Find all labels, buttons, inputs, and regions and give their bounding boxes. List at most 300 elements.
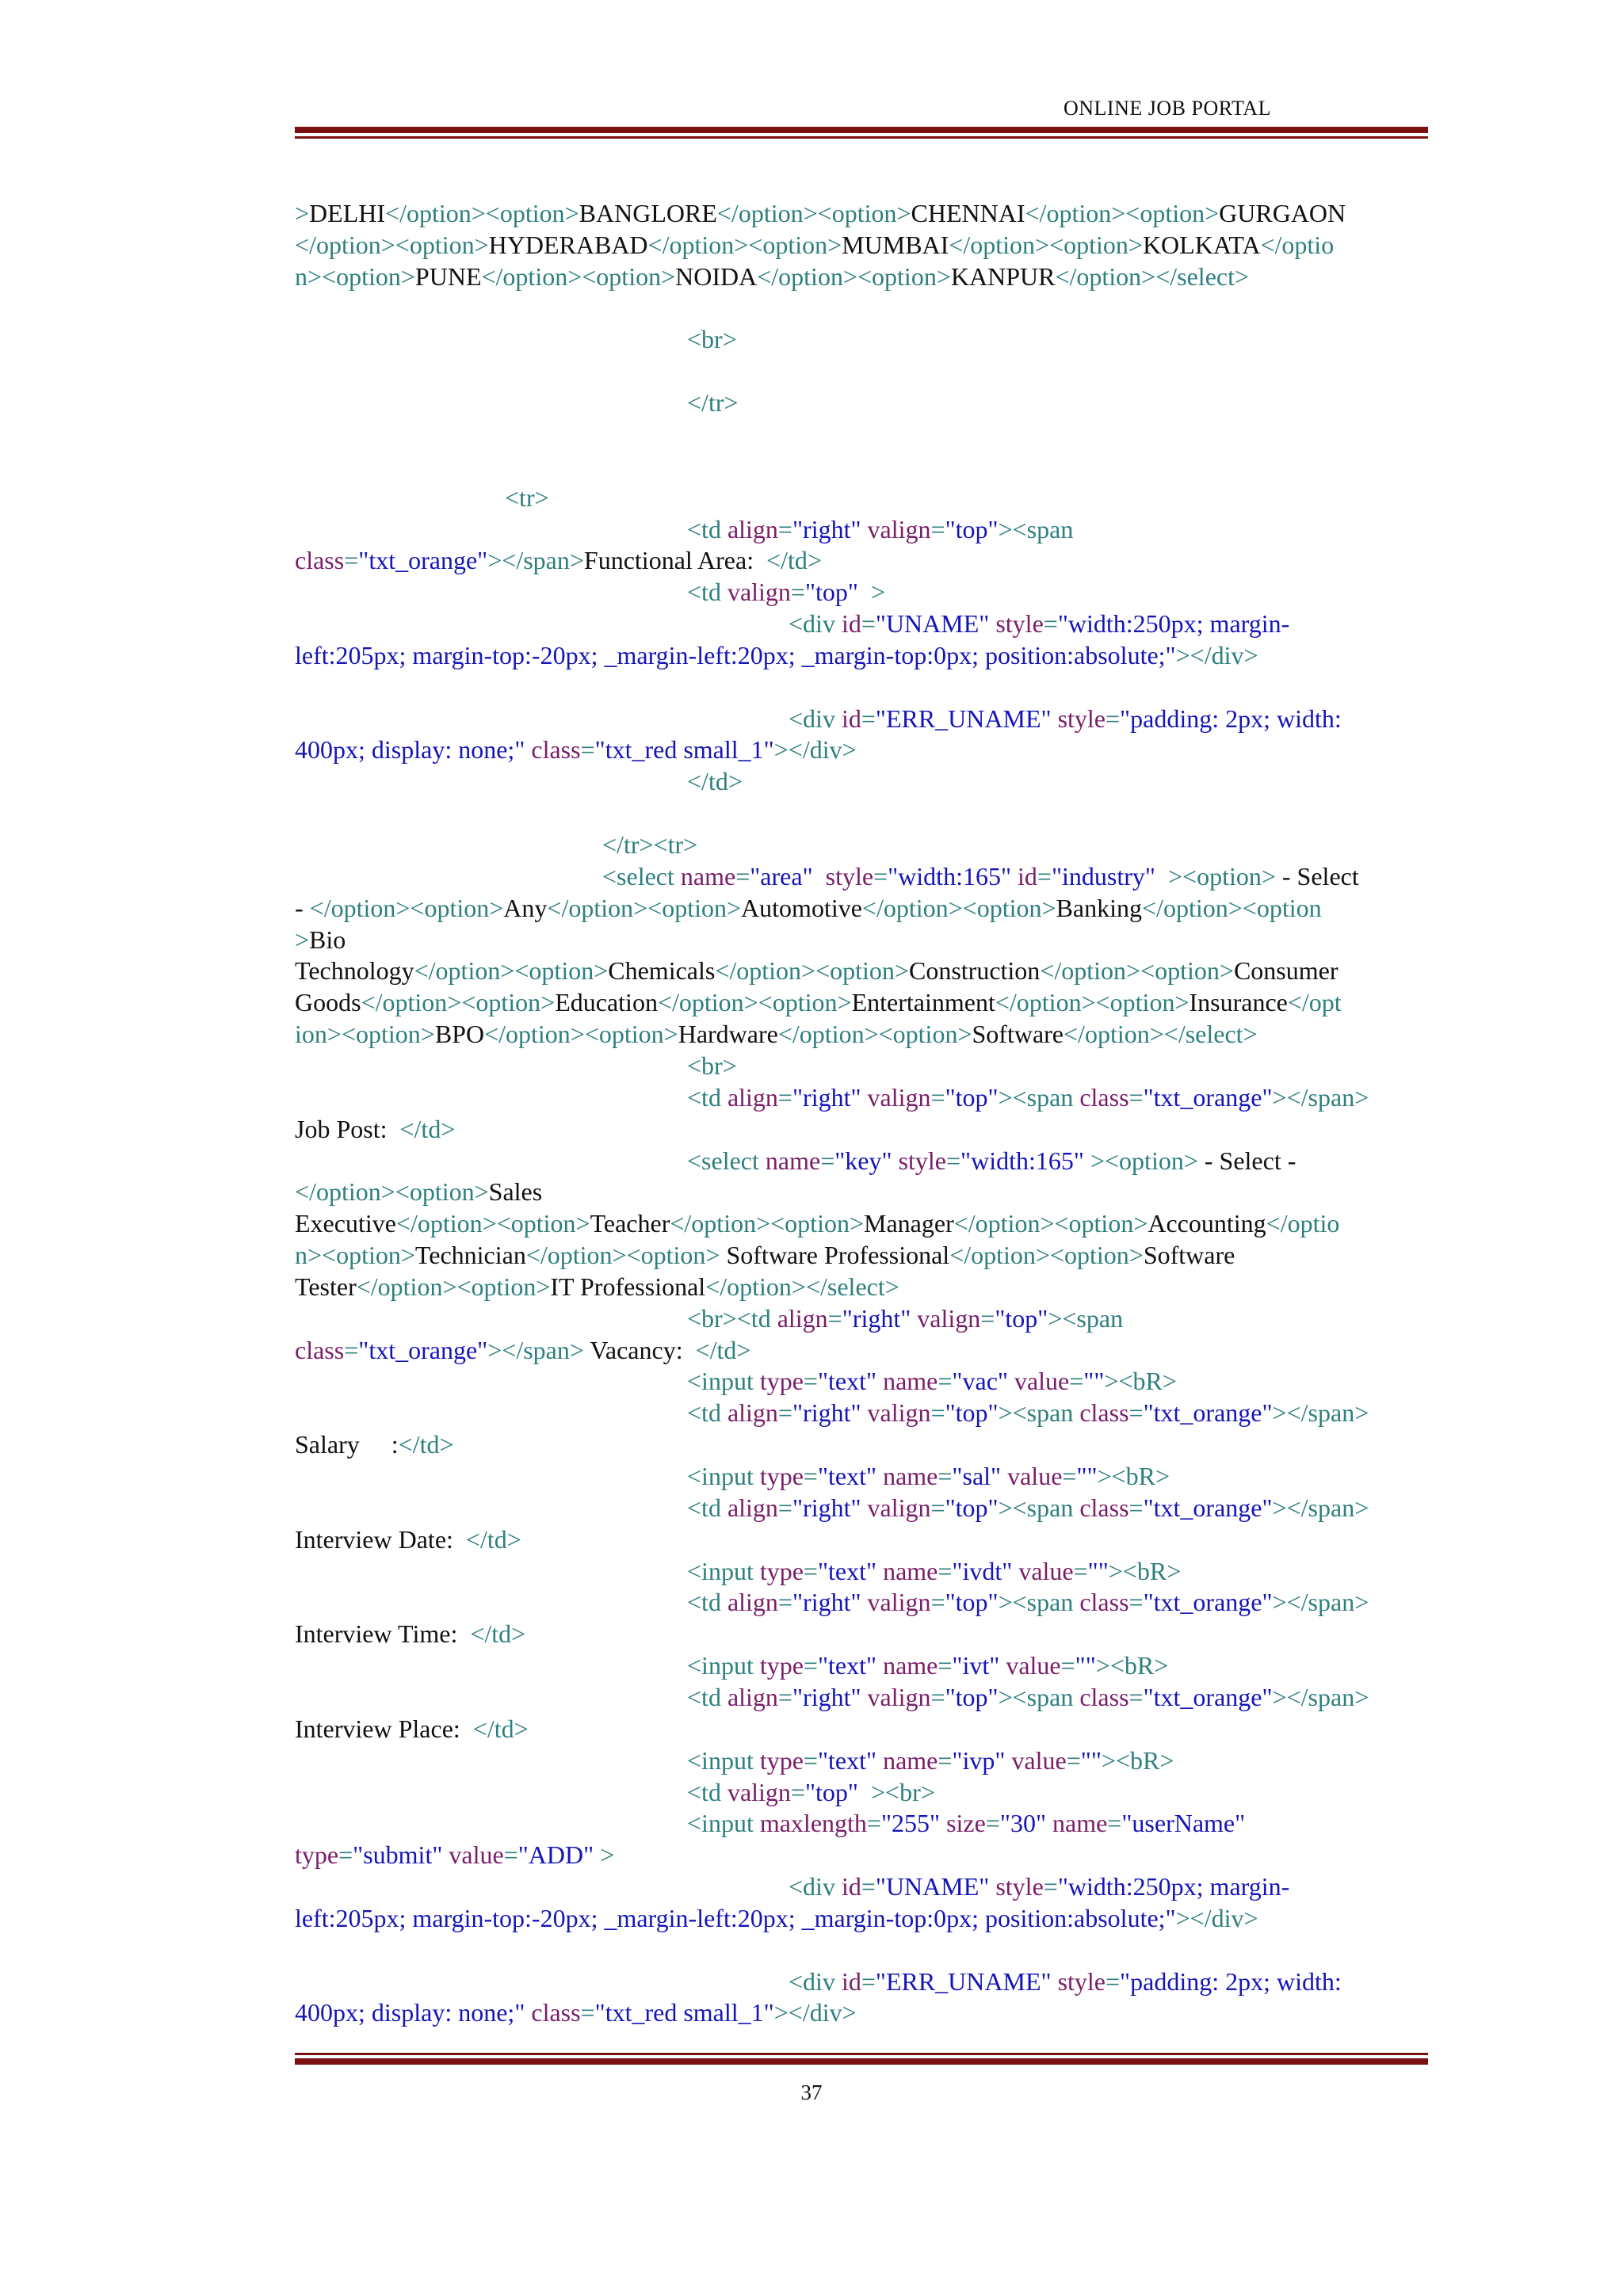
code-token: = xyxy=(580,735,595,765)
code-token: = xyxy=(777,1493,792,1522)
code-token: <div xyxy=(789,1872,842,1901)
code-token: "top" xyxy=(804,1777,858,1806)
code-token: "txt_red small_1" xyxy=(594,735,774,765)
code-token: name xyxy=(765,1146,821,1175)
code-token: <input xyxy=(687,1809,760,1838)
code-token: "top" xyxy=(945,1398,999,1428)
code-token: = xyxy=(503,1840,518,1870)
code-token: = xyxy=(1128,1682,1144,1711)
code-token: Tester xyxy=(295,1272,357,1301)
code-token: </option><option> xyxy=(949,230,1143,259)
code-line xyxy=(295,1018,1258,1050)
code-token: </option><option> xyxy=(481,261,676,291)
code-token: id xyxy=(841,609,861,639)
code-token: </option><option> xyxy=(356,1272,551,1301)
code-token: = xyxy=(344,1335,359,1364)
code-token: Education xyxy=(555,988,658,1017)
code-token: </optio xyxy=(1260,230,1335,259)
code-token xyxy=(861,1683,868,1711)
code-token: "submit" xyxy=(353,1840,443,1870)
code-token: ><span xyxy=(998,514,1074,543)
code-token: Construction xyxy=(908,956,1041,986)
code-token: = xyxy=(930,1082,945,1112)
code-token: </option><option> xyxy=(861,893,1056,922)
code-token: - Select xyxy=(1275,861,1359,891)
code-token: ></div> xyxy=(773,1998,857,2027)
code-token: </option><option> xyxy=(414,956,609,986)
code-token: name xyxy=(1052,1809,1108,1838)
code-token: </option><option> xyxy=(525,1241,720,1270)
code-token: </option><option> xyxy=(1025,199,1220,227)
code-line xyxy=(687,513,1073,545)
code-token: </option><option> xyxy=(1040,956,1234,986)
code-token: name xyxy=(680,861,736,891)
code-token xyxy=(1052,1967,1058,1996)
code-token: = xyxy=(338,1840,353,1870)
code-token: </optio xyxy=(1266,1209,1340,1238)
code-token: = xyxy=(938,1462,953,1490)
code-token: = xyxy=(1060,1651,1075,1680)
code-line xyxy=(295,955,1338,986)
code-token: Technician xyxy=(414,1241,526,1270)
code-token: <input xyxy=(687,1745,760,1775)
code-token: class xyxy=(1079,1398,1129,1428)
code-token xyxy=(1011,862,1018,891)
code-token: align xyxy=(727,1682,778,1711)
code-token: value xyxy=(1007,1462,1063,1490)
code-token: "width:250px; margin- xyxy=(1057,1872,1290,1901)
code-token: = xyxy=(946,1146,961,1175)
code-token: <td xyxy=(687,1398,727,1428)
code-token: valign xyxy=(867,1682,931,1711)
code-token: = xyxy=(873,861,888,891)
code-token: style xyxy=(825,861,874,891)
code-token: "sal" xyxy=(952,1462,1002,1490)
code-line xyxy=(687,765,743,797)
code-token: left:205px; margin-top:-20px; _margin-left:20px; _margin-top:0px; position:absolute;" xyxy=(295,640,1176,669)
code-token: = xyxy=(777,1682,792,1711)
code-token: BPO xyxy=(434,1020,485,1049)
code-token: ><option> xyxy=(1083,1146,1198,1175)
code-line xyxy=(295,986,1342,1018)
code-token: = xyxy=(777,1082,792,1112)
code-line xyxy=(687,1650,1168,1681)
code-token: = xyxy=(1107,1809,1122,1838)
code-token: "text" xyxy=(817,1462,877,1490)
code-token: ></div> xyxy=(1175,640,1258,669)
code-token: align xyxy=(777,1303,828,1333)
code-token: class xyxy=(295,1335,345,1364)
code-token: </td> xyxy=(465,1524,521,1554)
code-token: "txt_orange" xyxy=(358,1335,488,1364)
code-token: ></span> xyxy=(1272,1682,1369,1711)
code-token: MUMBAI xyxy=(842,230,949,259)
code-token: name xyxy=(883,1745,938,1775)
code-token xyxy=(1001,1462,1007,1490)
code-token: "top" xyxy=(804,578,858,607)
code-token: type xyxy=(759,1462,804,1490)
code-token xyxy=(876,1557,883,1585)
code-line xyxy=(687,1776,935,1808)
code-line xyxy=(295,1176,542,1207)
code-token: <input xyxy=(687,1367,760,1396)
code-token: "txt_orange" xyxy=(1143,1082,1273,1112)
code-token: Executive xyxy=(295,1209,396,1238)
code-token: "width:250px; margin- xyxy=(1057,609,1290,639)
code-token: size xyxy=(946,1809,986,1838)
code-token: = xyxy=(790,578,805,607)
code-token: <td xyxy=(687,578,727,607)
code-token: </tr><tr> xyxy=(602,830,698,859)
code-line xyxy=(295,734,857,765)
code-token: "padding: 2px; width: xyxy=(1120,704,1342,733)
code-token: <td xyxy=(687,1777,727,1806)
code-line xyxy=(295,1239,1235,1271)
code-line xyxy=(295,1902,1258,1934)
code-token: valign xyxy=(727,1777,791,1806)
code-token: Entertainment xyxy=(851,988,995,1017)
code-token: 400px; display: none;" xyxy=(295,735,525,765)
code-token: ><span xyxy=(998,1493,1080,1522)
code-token: = xyxy=(777,514,792,543)
code-token xyxy=(861,1398,868,1427)
code-token: = xyxy=(777,1398,792,1428)
code-token xyxy=(1046,1809,1052,1837)
code-token: </opt xyxy=(1287,988,1342,1017)
code-token: <br><td xyxy=(687,1303,777,1333)
code-token: NOIDA xyxy=(675,261,758,291)
code-token: = xyxy=(803,1745,818,1775)
code-token: ></span> xyxy=(1272,1493,1369,1522)
code-line xyxy=(789,608,1289,639)
code-line xyxy=(687,1365,1177,1397)
code-token: name xyxy=(883,1651,938,1680)
code-token: "right" xyxy=(792,1398,861,1428)
code-token: = xyxy=(344,546,359,575)
code-token: align xyxy=(727,1588,778,1617)
code-token: </option></select> xyxy=(1064,1020,1258,1049)
code-token: <td xyxy=(687,1082,727,1112)
code-token: </tr> xyxy=(687,388,739,418)
code-token: > xyxy=(295,199,310,227)
code-token: Interview Time: xyxy=(295,1619,471,1649)
code-token: </option><option xyxy=(1142,893,1322,922)
footer-rule-thin xyxy=(295,2053,1428,2055)
code-token: CHENNAI xyxy=(911,199,1025,227)
code-token: valign xyxy=(917,1303,981,1333)
code-token: <td xyxy=(687,1682,727,1711)
code-line xyxy=(687,323,737,355)
code-token: > xyxy=(295,925,310,954)
code-token: "" xyxy=(1083,1367,1105,1396)
code-token xyxy=(861,1588,868,1616)
code-token: style xyxy=(995,1872,1044,1901)
code-token: Chemicals xyxy=(608,956,716,986)
code-token: </option><option> xyxy=(484,1020,678,1049)
code-token: = xyxy=(1128,1588,1144,1617)
code-token: </td> xyxy=(472,1714,529,1743)
code-line xyxy=(687,1807,1245,1839)
code-token: value xyxy=(1006,1651,1061,1680)
code-token: ></span> xyxy=(1272,1588,1369,1617)
code-token: <td xyxy=(687,1588,727,1617)
code-token: class xyxy=(531,735,581,765)
code-token: </td> xyxy=(766,546,822,575)
code-line xyxy=(295,1713,529,1745)
code-token: = xyxy=(980,1303,995,1333)
code-token: HYDERABAD xyxy=(488,230,648,259)
running-header: ONLINE JOB PORTAL xyxy=(1064,97,1271,120)
code-token: </option><option> xyxy=(657,988,852,1017)
code-token: type xyxy=(759,1367,804,1396)
code-token: "" xyxy=(1087,1556,1109,1585)
code-token: = xyxy=(938,1556,953,1585)
code-token: </option><option> xyxy=(395,1209,590,1238)
code-token: Vacancy: xyxy=(583,1335,696,1364)
code-token: > xyxy=(594,1840,615,1870)
code-token: </td> xyxy=(687,767,743,796)
code-token: class xyxy=(1079,1082,1129,1112)
code-token: </option><option> xyxy=(777,1020,972,1049)
code-token: </td> xyxy=(399,1114,456,1143)
code-token xyxy=(876,1651,883,1680)
code-token: align xyxy=(727,1493,778,1522)
code-token: align xyxy=(727,1082,778,1112)
code-token: = xyxy=(1073,1556,1088,1585)
code-token xyxy=(1008,1367,1014,1395)
code-line xyxy=(789,1871,1289,1902)
code-token: = xyxy=(861,1966,876,1996)
code-token xyxy=(940,1809,946,1837)
code-token: id xyxy=(841,704,861,733)
code-token: Manager xyxy=(864,1209,954,1238)
code-line xyxy=(505,482,549,513)
code-token: class xyxy=(1079,1493,1129,1522)
code-token: <br> xyxy=(687,325,737,354)
code-token: "userName" xyxy=(1121,1809,1246,1838)
code-line xyxy=(687,387,739,418)
code-token: type xyxy=(295,1840,339,1870)
code-token: = xyxy=(930,1493,945,1522)
code-token: </option></select> xyxy=(705,1272,899,1301)
code-line xyxy=(295,1113,455,1145)
code-token: left:205px; margin-top:-20px; _margin-left:20px; _margin-top:0px; position:absolute;" xyxy=(295,1903,1176,1932)
code-token: ><span xyxy=(998,1082,1080,1112)
code-line xyxy=(687,1460,1170,1492)
code-token: "top" xyxy=(945,1588,999,1617)
code-line xyxy=(687,1302,1123,1334)
code-token: Interview Date: xyxy=(295,1524,466,1554)
code-token: <div xyxy=(789,609,842,639)
code-token: ><bR> xyxy=(1104,1367,1177,1396)
code-token: style xyxy=(898,1146,946,1175)
code-token: DELHI xyxy=(309,199,386,227)
code-token: Automotive xyxy=(741,893,862,922)
code-token: Accounting xyxy=(1148,1209,1266,1238)
code-token: </td> xyxy=(398,1430,454,1459)
code-token: "area" xyxy=(750,861,813,891)
code-token: ><option> xyxy=(1155,861,1276,891)
code-token: id xyxy=(1018,861,1037,891)
code-line xyxy=(295,1271,899,1302)
code-token: "UNAME" xyxy=(875,1872,990,1901)
code-token xyxy=(876,1367,883,1395)
code-token: Functional Area: xyxy=(583,546,767,575)
code-token: = xyxy=(938,1745,953,1775)
code-token: "txt_orange" xyxy=(1143,1682,1273,1711)
code-token: IT Professional xyxy=(550,1272,706,1301)
code-token: "txt_orange" xyxy=(1143,1588,1273,1617)
code-token: <div xyxy=(789,704,842,733)
code-token: <input xyxy=(687,1651,760,1680)
code-token: ><bR> xyxy=(1101,1745,1174,1775)
code-token: <br> xyxy=(687,1051,737,1080)
code-token: ></span> xyxy=(487,546,584,575)
code-token: n><option> xyxy=(295,1241,415,1270)
code-token: "text" xyxy=(817,1367,877,1396)
code-line xyxy=(295,924,346,955)
header-rule-thin xyxy=(295,136,1428,139)
code-token: "text" xyxy=(817,1556,877,1585)
code-token: = xyxy=(1069,1367,1084,1396)
code-token: ><bR> xyxy=(1097,1462,1170,1490)
code-token: = xyxy=(790,1777,805,1806)
code-token: </option><option> xyxy=(757,261,951,291)
code-token: = xyxy=(803,1462,818,1490)
code-token: ><span xyxy=(998,1588,1080,1617)
code-token: ></span> xyxy=(1272,1082,1369,1112)
code-line xyxy=(687,1081,1369,1113)
code-token: <td xyxy=(687,514,727,543)
code-token: class xyxy=(531,1998,581,2027)
code-line xyxy=(295,1618,525,1650)
code-token: "30" xyxy=(999,1809,1046,1838)
code-token: </option><option> xyxy=(949,1241,1144,1270)
code-token: maxlength xyxy=(759,1809,867,1838)
code-token: 400px; display: none;" xyxy=(295,1998,525,2027)
code-token: = xyxy=(1037,861,1052,891)
code-token xyxy=(1052,704,1058,733)
code-line xyxy=(295,1334,750,1366)
code-token: valign xyxy=(867,1493,931,1522)
code-token: "right" xyxy=(792,1682,861,1711)
code-token: </option><option> xyxy=(547,893,742,922)
code-token: = xyxy=(820,1146,835,1175)
code-line xyxy=(295,1207,1339,1239)
code-token: "" xyxy=(1075,1651,1096,1680)
code-token: "" xyxy=(1080,1745,1102,1775)
code-line xyxy=(295,544,822,576)
code-token: ion><option> xyxy=(295,1020,435,1049)
code-token: - xyxy=(295,893,310,922)
code-token: ><span xyxy=(998,1398,1080,1428)
code-token xyxy=(876,1462,883,1490)
code-line xyxy=(687,1492,1369,1524)
code-line xyxy=(295,197,1346,229)
code-token: value xyxy=(1018,1556,1074,1585)
code-token: "width:165" xyxy=(888,861,1012,891)
code-token: = xyxy=(861,609,876,639)
code-token xyxy=(861,1493,868,1522)
code-token: Software Professional xyxy=(720,1241,950,1270)
code-token: ><br> xyxy=(857,1777,935,1806)
code-token: "width:165" xyxy=(960,1146,1084,1175)
code-token: "ERR_UNAME" xyxy=(875,704,1052,733)
code-line xyxy=(295,229,1334,261)
code-token: "ivdt" xyxy=(952,1556,1013,1585)
code-token: = xyxy=(777,1588,792,1617)
code-token: name xyxy=(883,1556,938,1585)
code-token: = xyxy=(1128,1398,1144,1428)
code-token: <div xyxy=(789,1966,842,1996)
code-token: "key" xyxy=(834,1146,892,1175)
code-token: "top" xyxy=(945,1082,999,1112)
code-token: "txt_orange" xyxy=(1143,1493,1273,1522)
code-token: "right" xyxy=(842,1303,911,1333)
code-line xyxy=(602,860,1359,892)
code-token: Sales xyxy=(488,1177,543,1207)
code-line xyxy=(295,1839,614,1871)
code-token: "right" xyxy=(792,514,861,543)
code-token: Any xyxy=(503,893,548,922)
code-token: = xyxy=(1043,609,1058,639)
code-token: <select xyxy=(602,861,681,891)
code-token: = xyxy=(930,1398,945,1428)
code-token: ><span xyxy=(1048,1303,1124,1333)
code-token: </option><option> xyxy=(995,988,1190,1017)
code-token: value xyxy=(1011,1745,1067,1775)
code-token: = xyxy=(930,1588,945,1617)
code-token: Hardware xyxy=(678,1020,778,1049)
code-token: valign xyxy=(867,1588,931,1617)
code-token: type xyxy=(759,1745,804,1775)
code-token: name xyxy=(883,1462,938,1490)
code-token: </option><option> xyxy=(385,199,579,227)
code-token: "UNAME" xyxy=(875,609,990,639)
code-token: > xyxy=(857,578,886,607)
code-token: </option><option> xyxy=(309,893,504,922)
code-token: ><bR> xyxy=(1095,1651,1169,1680)
code-line xyxy=(687,1397,1369,1428)
code-token xyxy=(876,1746,883,1775)
code-token: style xyxy=(1057,1966,1106,1996)
code-token: </option><option> xyxy=(295,230,489,259)
code-token: <td xyxy=(687,1493,727,1522)
code-token: "padding: 2px; width: xyxy=(1120,1966,1342,1996)
code-token: </td> xyxy=(470,1619,526,1649)
code-token: "top" xyxy=(945,1493,999,1522)
code-token: "ivp" xyxy=(952,1745,1006,1775)
code-token: = xyxy=(938,1651,953,1680)
code-token: "industry" xyxy=(1051,861,1155,891)
code-token xyxy=(892,1146,899,1175)
footer-rule-thick xyxy=(295,2058,1428,2065)
code-token: ><bR> xyxy=(1108,1556,1182,1585)
code-token: = xyxy=(803,1367,818,1396)
code-token: PUNE xyxy=(414,261,482,291)
code-token: class xyxy=(295,546,345,575)
code-token: style xyxy=(1057,704,1106,733)
code-token: id xyxy=(841,1966,861,1996)
code-token: valign xyxy=(867,514,931,543)
code-token: "right" xyxy=(792,1493,861,1522)
code-token: ></span> xyxy=(1272,1398,1369,1428)
code-token: ></div> xyxy=(1175,1903,1258,1932)
code-token: ><span xyxy=(998,1682,1080,1711)
code-token: = xyxy=(735,861,750,891)
code-token: = xyxy=(930,1682,945,1711)
code-token: <select xyxy=(687,1146,766,1175)
